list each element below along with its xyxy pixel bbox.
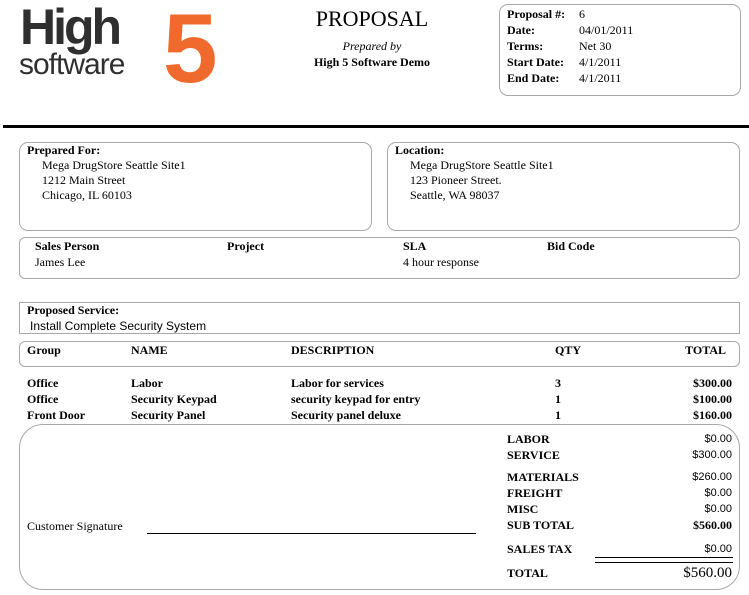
col-total-header: TOTAL — [685, 343, 726, 357]
logo-word-high: High — [20, 0, 120, 55]
misc-value: $0.00 — [704, 503, 732, 515]
item-description: security keypad for entry — [291, 392, 421, 406]
sla-value: 4 hour response — [403, 255, 479, 269]
labor-value: $0.00 — [704, 433, 732, 445]
item-name: Security Panel — [131, 408, 206, 422]
col-qty-header: QTY — [555, 343, 582, 357]
col-description-header: DESCRIPTION — [291, 343, 375, 357]
logo-five-mark: 5 — [163, 0, 218, 103]
total-double-rule — [595, 557, 733, 563]
sales-tax-value: $0.00 — [704, 543, 732, 555]
item-group: Office — [27, 392, 59, 406]
proposed-service-label: Proposed Service: — [27, 303, 120, 317]
proposed-service-value: Install Complete Security System — [30, 319, 207, 333]
company-name: High 5 Software Demo — [313, 55, 431, 69]
item-qty: 1 — [555, 392, 561, 406]
project-label: Project — [227, 239, 265, 253]
sales-tax-label: SALES TAX — [507, 542, 573, 556]
service-label: SERVICE — [507, 448, 560, 462]
signature-line — [147, 533, 476, 534]
prepared-by-label: Prepared by — [342, 39, 402, 53]
columns-header-box — [19, 341, 740, 367]
prepared-for-line: Chicago, IL 60103 — [42, 188, 132, 202]
col-name-header: NAME — [131, 343, 168, 357]
customer-signature-label: Customer Signature — [27, 519, 123, 533]
materials-label: MATERIALS — [507, 470, 579, 484]
location-label: Location: — [395, 143, 445, 157]
item-qty: 1 — [555, 408, 561, 422]
logo-word-software: software — [19, 48, 125, 81]
item-description: Labor for services — [291, 376, 384, 390]
materials-value: $260.00 — [692, 471, 732, 483]
item-name: Labor — [131, 376, 164, 390]
total-label: TOTAL — [507, 566, 548, 580]
prepared-for-line: 1212 Main Street — [42, 173, 126, 187]
location-line: Mega DrugStore Seattle Site1 — [410, 158, 554, 172]
document-title: PROPOSAL — [315, 6, 429, 31]
sales-info-box — [19, 237, 740, 279]
freight-value: $0.00 — [704, 487, 732, 499]
total-value: $560.00 — [683, 565, 732, 581]
freight-label: FREIGHT — [507, 486, 563, 500]
prepared-for-label: Prepared For: — [27, 143, 101, 157]
location-line: 123 Pioneer Street. — [410, 173, 502, 187]
item-total: $160.00 — [693, 408, 732, 422]
misc-label: MISC — [507, 502, 539, 516]
item-group: Front Door — [27, 408, 86, 422]
signature-totals-box — [19, 424, 740, 590]
sales-person-label: Sales Person — [35, 239, 100, 253]
item-name: Security Keypad — [131, 392, 217, 406]
location-line: Seattle, WA 98037 — [410, 188, 500, 202]
subtotal-label: SUB TOTAL — [507, 518, 575, 532]
bid-code-label: Bid Code — [547, 239, 595, 253]
service-value: $300.00 — [692, 449, 732, 461]
item-qty: 3 — [555, 376, 561, 390]
item-total: $100.00 — [693, 392, 732, 406]
item-group: Office — [27, 376, 59, 390]
item-description: Security panel deluxe — [291, 408, 401, 422]
sla-label: SLA — [403, 239, 427, 253]
labor-label: LABOR — [507, 432, 550, 446]
sales-person-value: James Lee — [35, 255, 86, 269]
subtotal-value: $560.00 — [693, 518, 732, 532]
header-divider — [3, 125, 749, 128]
col-group-header: Group — [27, 343, 61, 357]
item-total: $300.00 — [693, 376, 732, 390]
prepared-for-line: Mega DrugStore Seattle Site1 — [42, 158, 186, 172]
